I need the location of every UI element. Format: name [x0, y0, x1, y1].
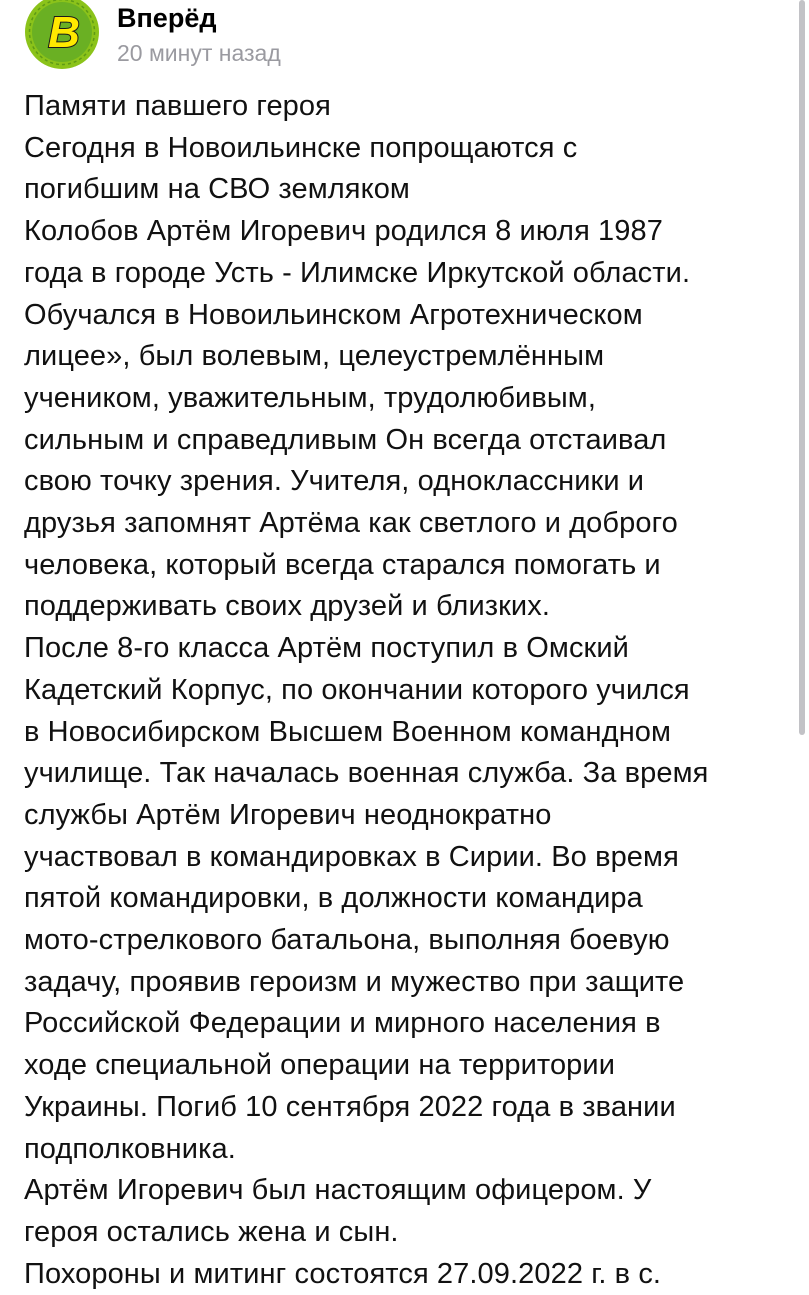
post-text-line: Сегодня в Новоильинске попрощаются с	[24, 131, 578, 164]
post-text-line: Украины. Погиб 10 сентября 2022 года в звании	[24, 1090, 676, 1123]
post-text-line: Колобов Артём Игоревич родился 8 июля 1987	[24, 215, 663, 248]
post-text-line: После 8-го класса Артём поступил в Омский	[24, 632, 629, 665]
avatar[interactable]	[24, 0, 100, 70]
post-text-line: Артём Игоревич был настоящим офицером. У	[24, 1174, 652, 1207]
post-text-line: ходе специальной операции на территории	[24, 1049, 616, 1082]
post-body	[24, 86, 794, 1295]
post-text-line: года в городе Усть - Илимске Иркутской области.	[24, 256, 691, 289]
post-text-line: мото-стрелкового батальона, выполняя боевую	[24, 924, 670, 957]
post-text-line: героя остались жена и сын.	[24, 1215, 399, 1248]
post-text-line: свою точку зрения. Учителя, одноклассники и	[24, 465, 645, 498]
post-text-line: в Новосибирском Высшем Военном командном	[24, 715, 672, 748]
post-text-line: пятой командировки, в должности командира	[24, 882, 643, 915]
post-text-line: службы Артём Игоревич неоднократно	[24, 798, 552, 831]
post-text-line: задачу, проявив героизм и мужество при защите	[24, 965, 685, 998]
author-block	[117, 0, 281, 68]
post-text-line: друзья запомнят Артёма как светлого и доброго	[24, 507, 678, 540]
post-text-line: Обучался в Новоильинском Агротехническом	[24, 298, 643, 331]
post-timestamp[interactable]: 20 минут назад	[117, 40, 281, 66]
post-text-line: Памяти павшего героя	[24, 90, 331, 122]
post-text-line: поддерживать своих друзей и близких.	[24, 590, 550, 623]
post-text-line: погибшим на СВО земляком	[24, 173, 410, 206]
post-text-line: Похороны и митинг состоятся 27.09.2022 г. в с.	[24, 1257, 662, 1290]
post-text-line: лицее», был волевым, целеустремлённым	[24, 340, 605, 373]
vertical-scrollbar[interactable]	[799, 0, 805, 735]
author-name[interactable]: Вперёд	[117, 3, 217, 33]
post-text-line: учеником, уважительным, трудолюбивым,	[24, 381, 596, 414]
post-text-line: подполковника.	[24, 1132, 236, 1165]
post-text-line: Кадетский Корпус, по окончании которого учился	[24, 673, 690, 706]
post-text-line: Российской Федерации и мирного населения в	[24, 1007, 661, 1040]
post-text-line: сильным и справедливым Он всегда отстаивал	[24, 423, 667, 456]
post-text-line: человека, который всегда старался помогать и	[24, 548, 661, 581]
vpered-logo-icon	[24, 0, 100, 70]
post-header	[24, 0, 281, 72]
post-text-line: участвовал в командировках в Сирии. Во время	[24, 840, 679, 873]
avatar-letter: В	[48, 8, 80, 57]
post-text-line: училище. Так началась военная служба. За время	[24, 757, 709, 790]
